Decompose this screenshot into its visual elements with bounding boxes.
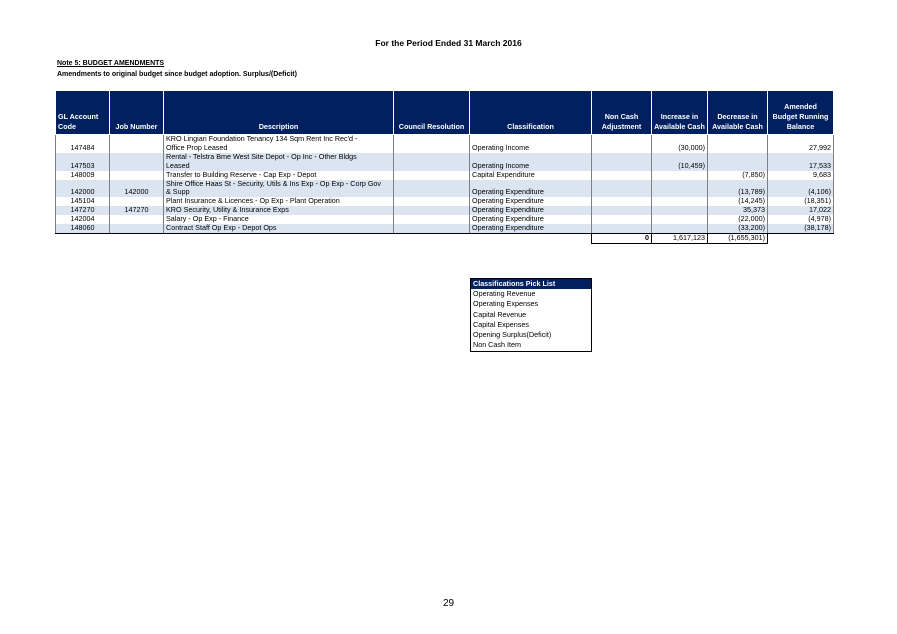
classification-cell [470,180,592,189]
description-cell: Salary - Op Exp - Finance [164,215,394,224]
classification-cell: Capital Expenditure [470,171,592,180]
resolution-cell [394,144,470,153]
job-number-cell: 147270 [110,206,164,215]
balance-cell [768,135,834,144]
description-cell: & Supp [164,188,394,197]
increase-cell [652,153,708,162]
table-row [56,162,834,171]
description-cell: Rental - Telstra Bme West Site Depot - Op Inc - Other Bldgs [164,153,394,162]
period-heading: For the Period Ended 31 March 2016 [375,38,522,48]
table-row [56,206,834,215]
classification-cell: Operating Expenditure [470,188,592,197]
resolution-cell [394,197,470,206]
non-cash-cell [592,206,652,215]
non-cash-cell [592,153,652,162]
decrease-cell: 35,373 [708,206,768,215]
table-row [56,215,834,224]
decrease-cell [708,135,768,144]
pick-list-item: Capital Revenue [473,309,527,319]
job-number-cell: 142000 [110,188,164,197]
gl-code-cell [56,153,110,162]
description-cell: Office Prop Leased [164,144,394,153]
resolution-cell [394,215,470,224]
gl-code-cell: 142000 [56,188,110,197]
decrease-cell [708,153,768,162]
resolution-cell [394,224,470,233]
job-number-cell [110,171,164,180]
table-row [56,144,834,153]
balance-cell: (4,978) [768,215,834,224]
job-number-cell [110,135,164,144]
gl-code-cell: 147484 [56,144,110,153]
gl-code-cell: 147270 [56,206,110,215]
decrease-cell [708,162,768,171]
non-cash-cell [592,144,652,153]
gl-code-cell: 147503 [56,162,110,171]
resolution-cell [394,206,470,215]
budget-amendments-table [55,91,834,244]
balance-cell: 17,022 [768,206,834,215]
job-number-cell [110,144,164,153]
balance-cell: (38,178) [768,224,834,233]
decrease-cell: (22,000) [708,215,768,224]
description-cell: Contract Staff Op Exp - Depot Ops [164,224,394,233]
increase-cell [652,224,708,233]
gl-code-cell: 142004 [56,215,110,224]
classification-cell: Operating Expenditure [470,224,592,233]
non-cash-cell [592,162,652,171]
total-non-cash: 0 [592,233,652,243]
increase-cell [652,171,708,180]
non-cash-cell [592,135,652,144]
resolution-cell [394,153,470,162]
table-header-row [56,91,834,135]
job-number-cell [110,153,164,162]
pick-list-item: Non Cash Item [473,340,521,350]
balance-cell: 27,992 [768,144,834,153]
description-cell: Plant Insurance & Licences - Op Exp - Plant Operation [164,197,394,206]
pick-list-item: Operating Revenue [473,289,536,298]
table-row [56,197,834,206]
increase-cell [652,206,708,215]
description-cell: Shire Office Haas St - Security, Utils & Ins Exp - Op Exp - Corp Gov [164,180,394,189]
non-cash-cell [592,180,652,189]
pick-list-item: Capital Expenses [473,319,529,329]
table-row [56,188,834,197]
description-cell: KRO Lingiari Foundation Tenancy 134 Sqm Rent Inc Rec'd - [164,135,394,144]
col-non-cash: Non Cash Adjustment [592,91,652,135]
pick-list-title: Classifications Pick List [471,279,592,290]
resolution-cell [394,171,470,180]
non-cash-cell [592,197,652,206]
balance-cell [768,153,834,162]
totals-row [56,233,834,243]
decrease-cell [708,144,768,153]
description-cell: Transfer to Building Reserve - Cap Exp - Depot [164,171,394,180]
gl-code-cell [56,180,110,189]
balance-cell: (4,106) [768,188,834,197]
increase-cell: (10,459) [652,162,708,171]
resolution-cell [394,162,470,171]
classification-cell: Operating Expenditure [470,197,592,206]
col-council-resolution: Council Resolution [394,91,470,135]
classification-cell: Operating Income [470,162,592,171]
col-gl-code: GL Account Code [56,91,110,135]
resolution-cell [394,135,470,144]
col-job-number: Job Number [110,91,164,135]
col-decrease: Decrease in Available Cash [708,91,768,135]
classification-cell [470,135,592,144]
total-decrease: (1,655,301) [708,233,768,243]
total-increase: 1,617,123 [652,233,708,243]
gl-code-cell: 148009 [56,171,110,180]
increase-cell [652,188,708,197]
non-cash-cell [592,188,652,197]
description-cell: Leased [164,162,394,171]
gl-code-cell: 145104 [56,197,110,206]
resolution-cell [394,188,470,197]
classifications-pick-list [470,278,592,352]
increase-cell [652,197,708,206]
balance-cell: (18,351) [768,197,834,206]
col-amended-balance: Amended Budget Running Balance [768,91,834,135]
decrease-cell: (14,245) [708,197,768,206]
increase-cell [652,180,708,189]
pick-list-item: Operating Expenses [473,299,539,309]
decrease-cell: (33,200) [708,224,768,233]
classification-cell [470,153,592,162]
col-increase: Increase in Available Cash [652,91,708,135]
non-cash-cell [592,215,652,224]
balance-cell: 17,533 [768,162,834,171]
table-row [56,180,834,189]
table-row [56,224,834,233]
decrease-cell: (13,789) [708,188,768,197]
gl-code-cell [56,135,110,144]
non-cash-cell [592,224,652,233]
decrease-cell: (7,850) [708,171,768,180]
classification-cell: Operating Income [470,144,592,153]
job-number-cell [110,215,164,224]
pick-list-item: Opening Surplus(Deficit) [473,330,552,340]
note-title: Note 5: BUDGET AMENDMENTS [57,60,165,67]
classification-cell: Operating Expenditure [470,215,592,224]
increase-cell [652,215,708,224]
page-number: 29 [442,598,455,609]
resolution-cell [394,180,470,189]
job-number-cell [110,224,164,233]
table-row [56,171,834,180]
increase-cell [652,135,708,144]
job-number-cell [110,180,164,189]
decrease-cell [708,180,768,189]
job-number-cell [110,162,164,171]
table-row [56,153,834,162]
balance-cell: 9,683 [768,171,834,180]
balance-cell [768,180,834,189]
non-cash-cell [592,171,652,180]
col-classification: Classification [470,91,592,135]
col-description: Description [164,91,394,135]
gl-code-cell: 148060 [56,224,110,233]
note-subtitle: Amendments to original budget since budget adoption. Surplus/(Deficit) [57,71,297,78]
job-number-cell [110,197,164,206]
table-row [56,135,834,144]
increase-cell: (30,000) [652,144,708,153]
classification-cell: Operating Expenditure [470,206,592,215]
description-cell: KRO Security, Utility & Insurance Exps [164,206,394,215]
